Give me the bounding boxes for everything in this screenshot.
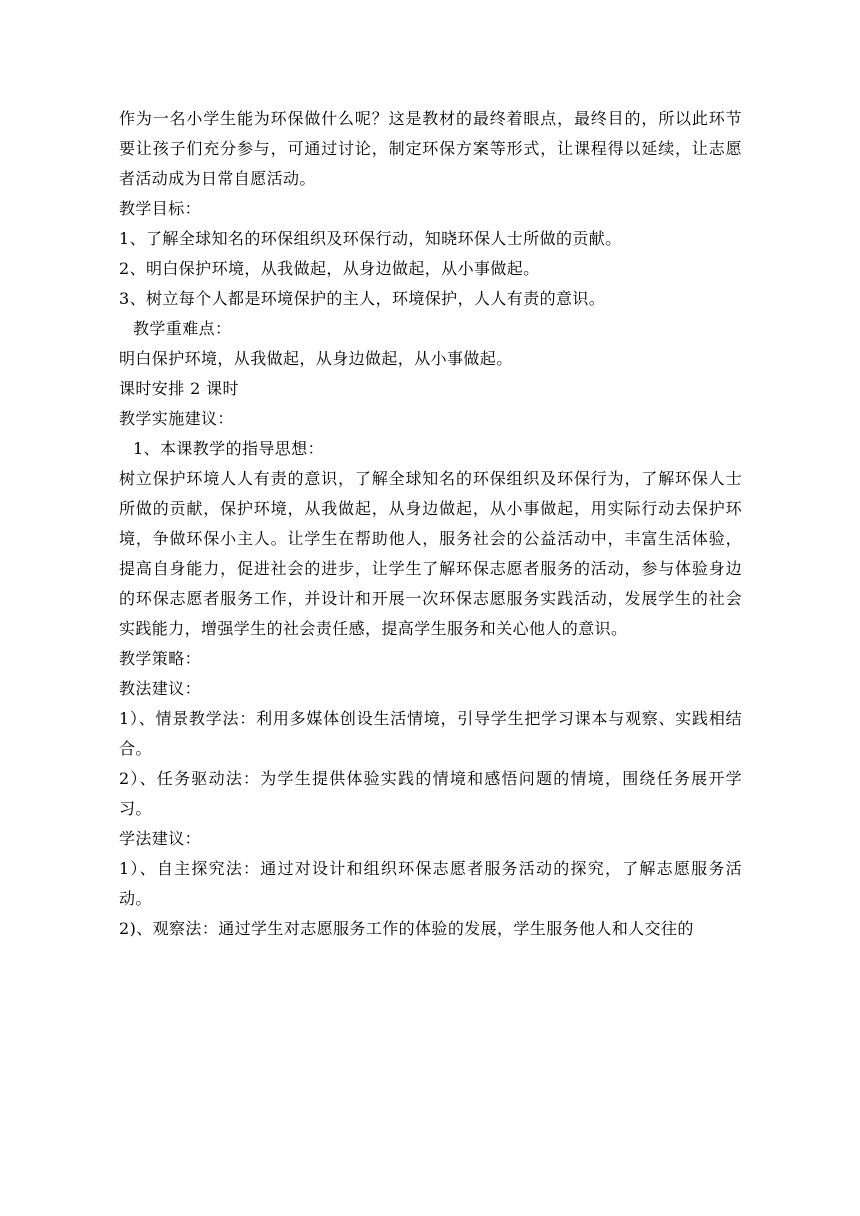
teaching-method-heading: 教法建议： [119, 679, 202, 698]
key-difficulty-text: 明白保护环境，从我做起，从身边做起，从小事做起。 [119, 349, 513, 368]
goal-item-1: 1、了解全球知名的环保组织及环保行动，知晓环保人士所做的贡献。 [119, 229, 622, 248]
document-body [119, 104, 742, 944]
teaching-goals-heading: 教学目标： [119, 199, 202, 218]
class-hours: 课时安排 2 课时 [119, 379, 239, 398]
teaching-method-item-2: 2）、任务驱动法：为学生提供体验实践的情境和感悟问题的情境，围绕任务展开学习。 [119, 769, 742, 818]
guiding-idea-paragraph: 树立保护环境人人有责的意识，了解全球知名的环保组织及环保行为，了解环保人士所做的贡献，保护环境，从我做起，从身边做起，从小事做起，用实际行动去保护环境，争做环保小主人。让学生在帮助他人，服务社会的公益活动中，丰富生活体验，提高自身能力，促进社会的进步，让学生了解环保志愿者服务的活动，参与体验身边的环保志愿者服务工作，并设计和开展一次环保志愿服务实践活动，发展学生的社会实践能力，增强学生的社会责任感，提高学生服务和关心他人的意识。 [119, 469, 742, 638]
implementation-heading: 教学实施建议： [119, 409, 234, 428]
key-difficulty-heading: 教学重难点： [133, 319, 232, 338]
learning-method-item-2: 2)、观察法：通过学生对志愿服务工作的体验的发展，学生服务他人和人交往的 [119, 919, 694, 938]
strategy-heading: 教学策略： [119, 649, 202, 668]
teaching-method-item-1: 1）、情景教学法：利用多媒体创设生活情境，引导学生把学习课本与观察、实践相结合。 [119, 709, 742, 758]
guiding-idea-heading: 1、本课教学的指导思想： [133, 439, 324, 458]
intro-paragraph: 作为一名小学生能为环保做什么呢？这是教材的最终着眼点，最终目的，所以此环节要让孩子们充分参与，可通过讨论，制定环保方案等形式，让课程得以延续，让志愿者活动成为日常自愿活动。 [119, 109, 742, 188]
learning-method-heading: 学法建议： [119, 829, 202, 848]
goal-item-2: 2、明白保护环境，从我做起，从身边做起，从小事做起。 [119, 259, 540, 278]
learning-method-item-1: 1）、自主探究法：通过对设计和组织环保志愿者服务活动的探究，了解志愿服务活动。 [119, 859, 742, 908]
goal-item-3: 3、树立每个人都是环境保护的主人，环境保护，人人有责的意识。 [119, 289, 606, 308]
